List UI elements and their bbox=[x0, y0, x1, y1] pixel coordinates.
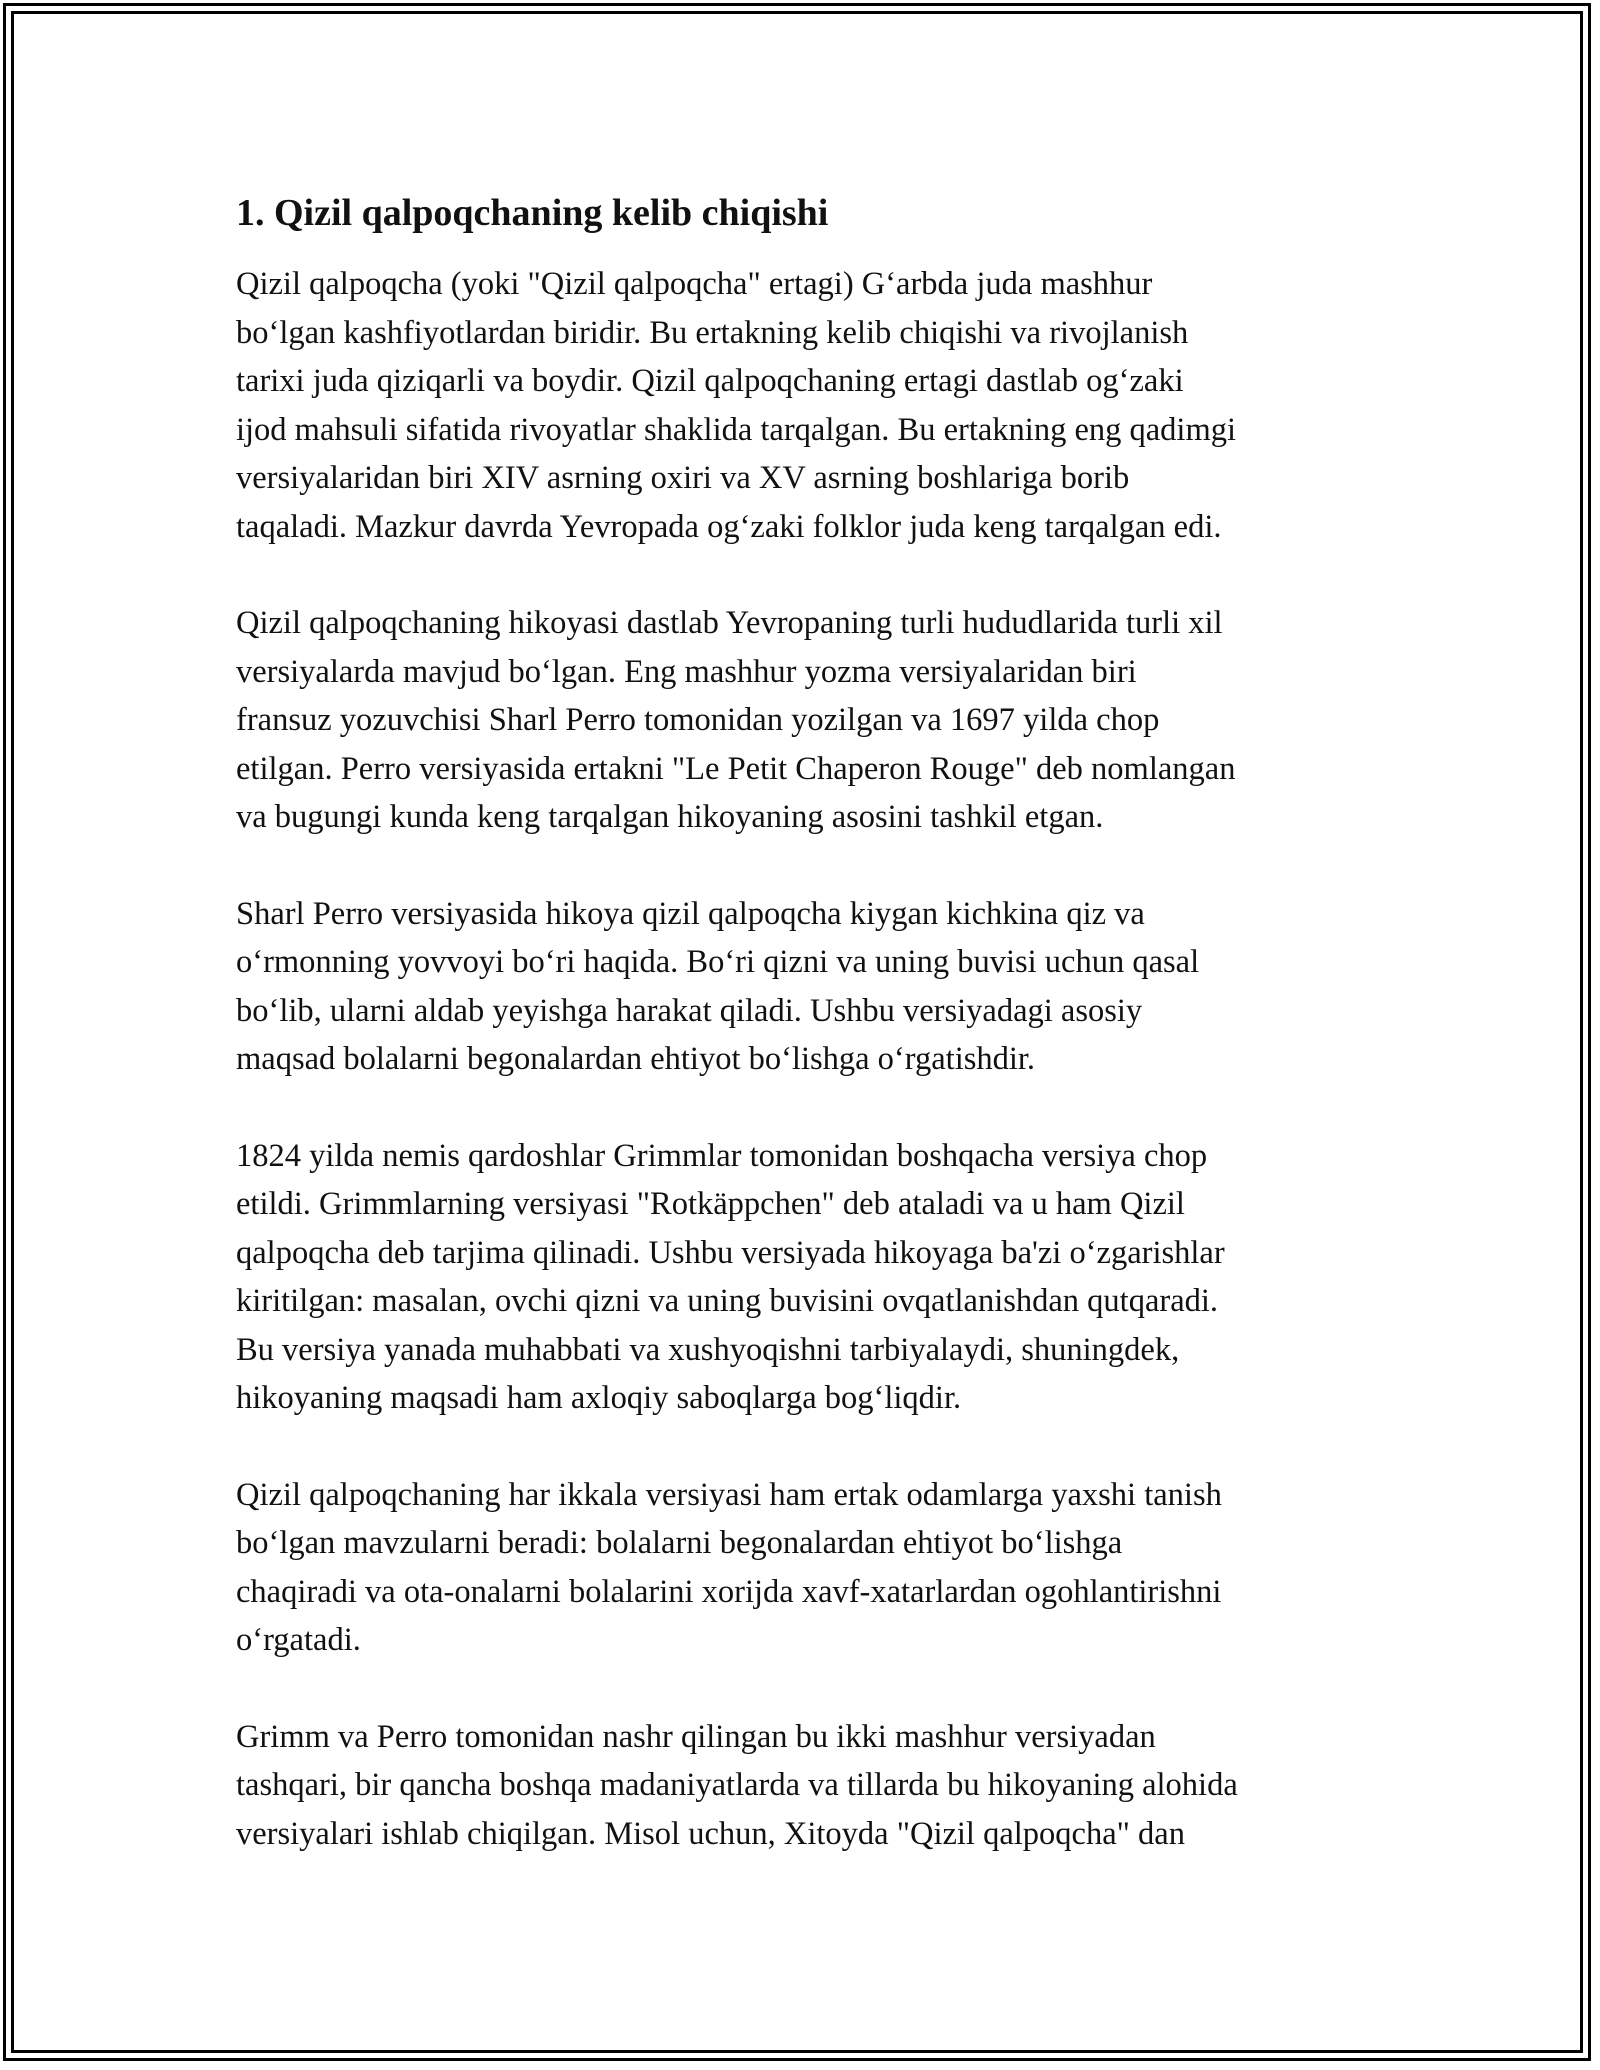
paragraph-line: fransuz yozuvchisi Sharl Perro tomonidan yozilgan va 1697 yilda chop bbox=[236, 702, 1160, 738]
paragraph-line: kiritilgan: masalan, ovchi qizni va uning buvisini ovqatlanishdan qutqaradi. bbox=[236, 1283, 1219, 1319]
paragraph-4 bbox=[236, 1132, 1386, 1423]
paragraph-line: boʻlib, ularni aldab yeyishga harakat qiladi. Ushbu versiyadagi asosiy bbox=[236, 992, 1143, 1029]
paragraph-line: boʻlgan mavzularni beradi: bolalarni begonalardan ehtiyot boʻlishga bbox=[236, 1525, 1123, 1561]
paragraph-line: Qizil qalpoqchaning hikoyasi dastlab Yevropaning turli hududlarida turli xil bbox=[236, 605, 1223, 641]
paragraph-line: hikoyaning maqsadi ham axloqiy saboqlarga bogʻliqdir. bbox=[236, 1380, 962, 1416]
paragraph-line: taqaladi. Mazkur davrda Yevropada ogʻzaki folklor juda keng tarqalgan edi. bbox=[236, 508, 1222, 545]
paragraph-line: oʻrgatadi. bbox=[236, 1622, 361, 1658]
paragraph-2 bbox=[236, 599, 1386, 842]
paragraph-6 bbox=[236, 1713, 1386, 1859]
document-body bbox=[236, 186, 1386, 1906]
paragraph-line: ijod mahsuli sifatida rivoyatlar shaklida tarqalgan. Bu ertakning eng qadimgi bbox=[236, 411, 1237, 448]
paragraph-line: va bugungi kunda keng tarqalgan hikoyaning asosini tashkil etgan. bbox=[236, 799, 1104, 835]
paragraph-3 bbox=[236, 890, 1386, 1084]
paragraph-line: boʻlgan kashfiyotlardan biridir. Bu ertakning kelib chiqishi va rivojlanish bbox=[236, 314, 1189, 351]
paragraph-line: Qizil qalpoqchaning har ikkala versiyasi ham ertak odamlarga yaxshi tanish bbox=[236, 1476, 1222, 1513]
paragraph-line: maqsad bolalarni begonalardan ehtiyot boʻlishga oʻrgatishdir. bbox=[236, 1041, 1036, 1077]
paragraph-line: 1824 yilda nemis qardoshlar Grimmlar tomonidan boshqacha versiya chop bbox=[236, 1137, 1208, 1174]
paragraph-line: tarixi juda qiziqarli va boydir. Qizil qalpoqchaning ertagi dastlab ogʻzaki bbox=[236, 363, 1184, 399]
paragraph-line: Grimm va Perro tomonidan nashr qilingan bu ikki mashhur versiyadan bbox=[236, 1718, 1156, 1755]
paragraph-line: etildi. Grimmlarning versiyasi "Rotkäppchen" deb ataladi va u ham Qizil bbox=[236, 1186, 1185, 1222]
paragraph-line: Qizil qalpoqcha (yoki "Qizil qalpoqcha" ertagi) Gʻarbda juda mashhur bbox=[236, 266, 1153, 302]
paragraph-line: etilgan. Perro versiyasida ertakni "Le Petit Chaperon Rouge" deb nomlangan bbox=[236, 750, 1236, 787]
paragraph-line: versiyalari ishlab chiqilgan. Misol uchun, Xitoyda "Qizil qalpoqcha" dan bbox=[236, 1815, 1185, 1852]
paragraph-line: versiyalaridan biri XIV asrning oxiri va XV asrning boshlariga borib bbox=[236, 460, 1130, 496]
paragraph-line: versiyalarda mavjud boʻlgan. Eng mashhur yozma versiyalaridan biri bbox=[236, 653, 1137, 690]
paragraph-line: chaqiradi va ota-onalarni bolalarini xorijda xavf-xatarlardan ogohlantirishni bbox=[236, 1573, 1222, 1610]
paragraph-1 bbox=[236, 260, 1386, 551]
paragraph-line: Bu versiya yanada muhabbati va xushyoqishni tarbiyalaydi, shuningdek, bbox=[236, 1331, 1180, 1368]
paragraph-line: oʻrmonning yovvoyi boʻri haqida. Boʻri qizni va uning buvisi uchun qasal bbox=[236, 944, 1200, 980]
paragraph-5 bbox=[236, 1471, 1386, 1665]
section-heading: 1. Qizil qalpoqchaning kelib chiqishi bbox=[236, 192, 829, 234]
paragraph-line: Sharl Perro versiyasida hikoya qizil qalpoqcha kiygan kichkina qiz va bbox=[236, 895, 1145, 932]
paragraph-line: qalpoqcha deb tarjima qilinadi. Ushbu versiyada hikoyaga ba'zi oʻzgarishlar bbox=[236, 1234, 1225, 1271]
paragraph-line: tashqari, bir qancha boshqa madaniyatlarda va tillarda bu hikoyaning alohida bbox=[236, 1767, 1238, 1803]
